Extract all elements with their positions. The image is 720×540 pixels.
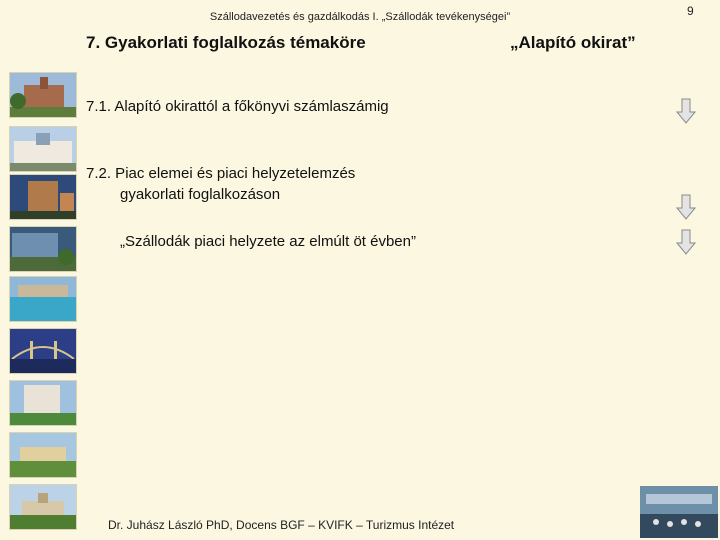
hotel-photo-5: [9, 380, 77, 426]
section-topic: „Alapító okirat”: [510, 33, 636, 52]
course-title: Szállodavezetés és gazdálkodás I. „Szállodák tevékenységei”: [209, 11, 511, 23]
conference-room-photo: [640, 486, 718, 538]
castle-photo: [9, 484, 77, 530]
item-7-2-continued: gyakorlati foglalkozáson: [120, 186, 281, 203]
item-7-1: 7.1. Alapító okirattól a főkönyvi számlaszámig: [86, 98, 389, 115]
section-title: 7. Gyakorlati foglalkozás témaköre: [86, 33, 366, 52]
footer-author: Dr. Juhász László PhD, Docens BGF – KVIFK – Turizmus Intézet: [108, 518, 455, 532]
hotel-photo-2: [9, 126, 77, 172]
down-arrow-icon[interactable]: [676, 98, 696, 124]
item-market-situation: „Szállodák piaci helyzete az elmúlt öt évben”: [120, 233, 416, 250]
pool-photo: [9, 276, 77, 322]
down-arrow-icon[interactable]: [676, 229, 696, 255]
page-number: 9: [687, 4, 694, 18]
hotel-photo-3: [9, 174, 77, 220]
hotel-photo-4: [9, 226, 77, 272]
hotel-photo-1: [9, 72, 77, 118]
item-7-2: 7.2. Piac elemei és piaci helyzetelemzés: [86, 165, 356, 182]
palace-photo: [9, 432, 77, 478]
bridge-photo: [9, 328, 77, 374]
down-arrow-icon[interactable]: [676, 194, 696, 220]
